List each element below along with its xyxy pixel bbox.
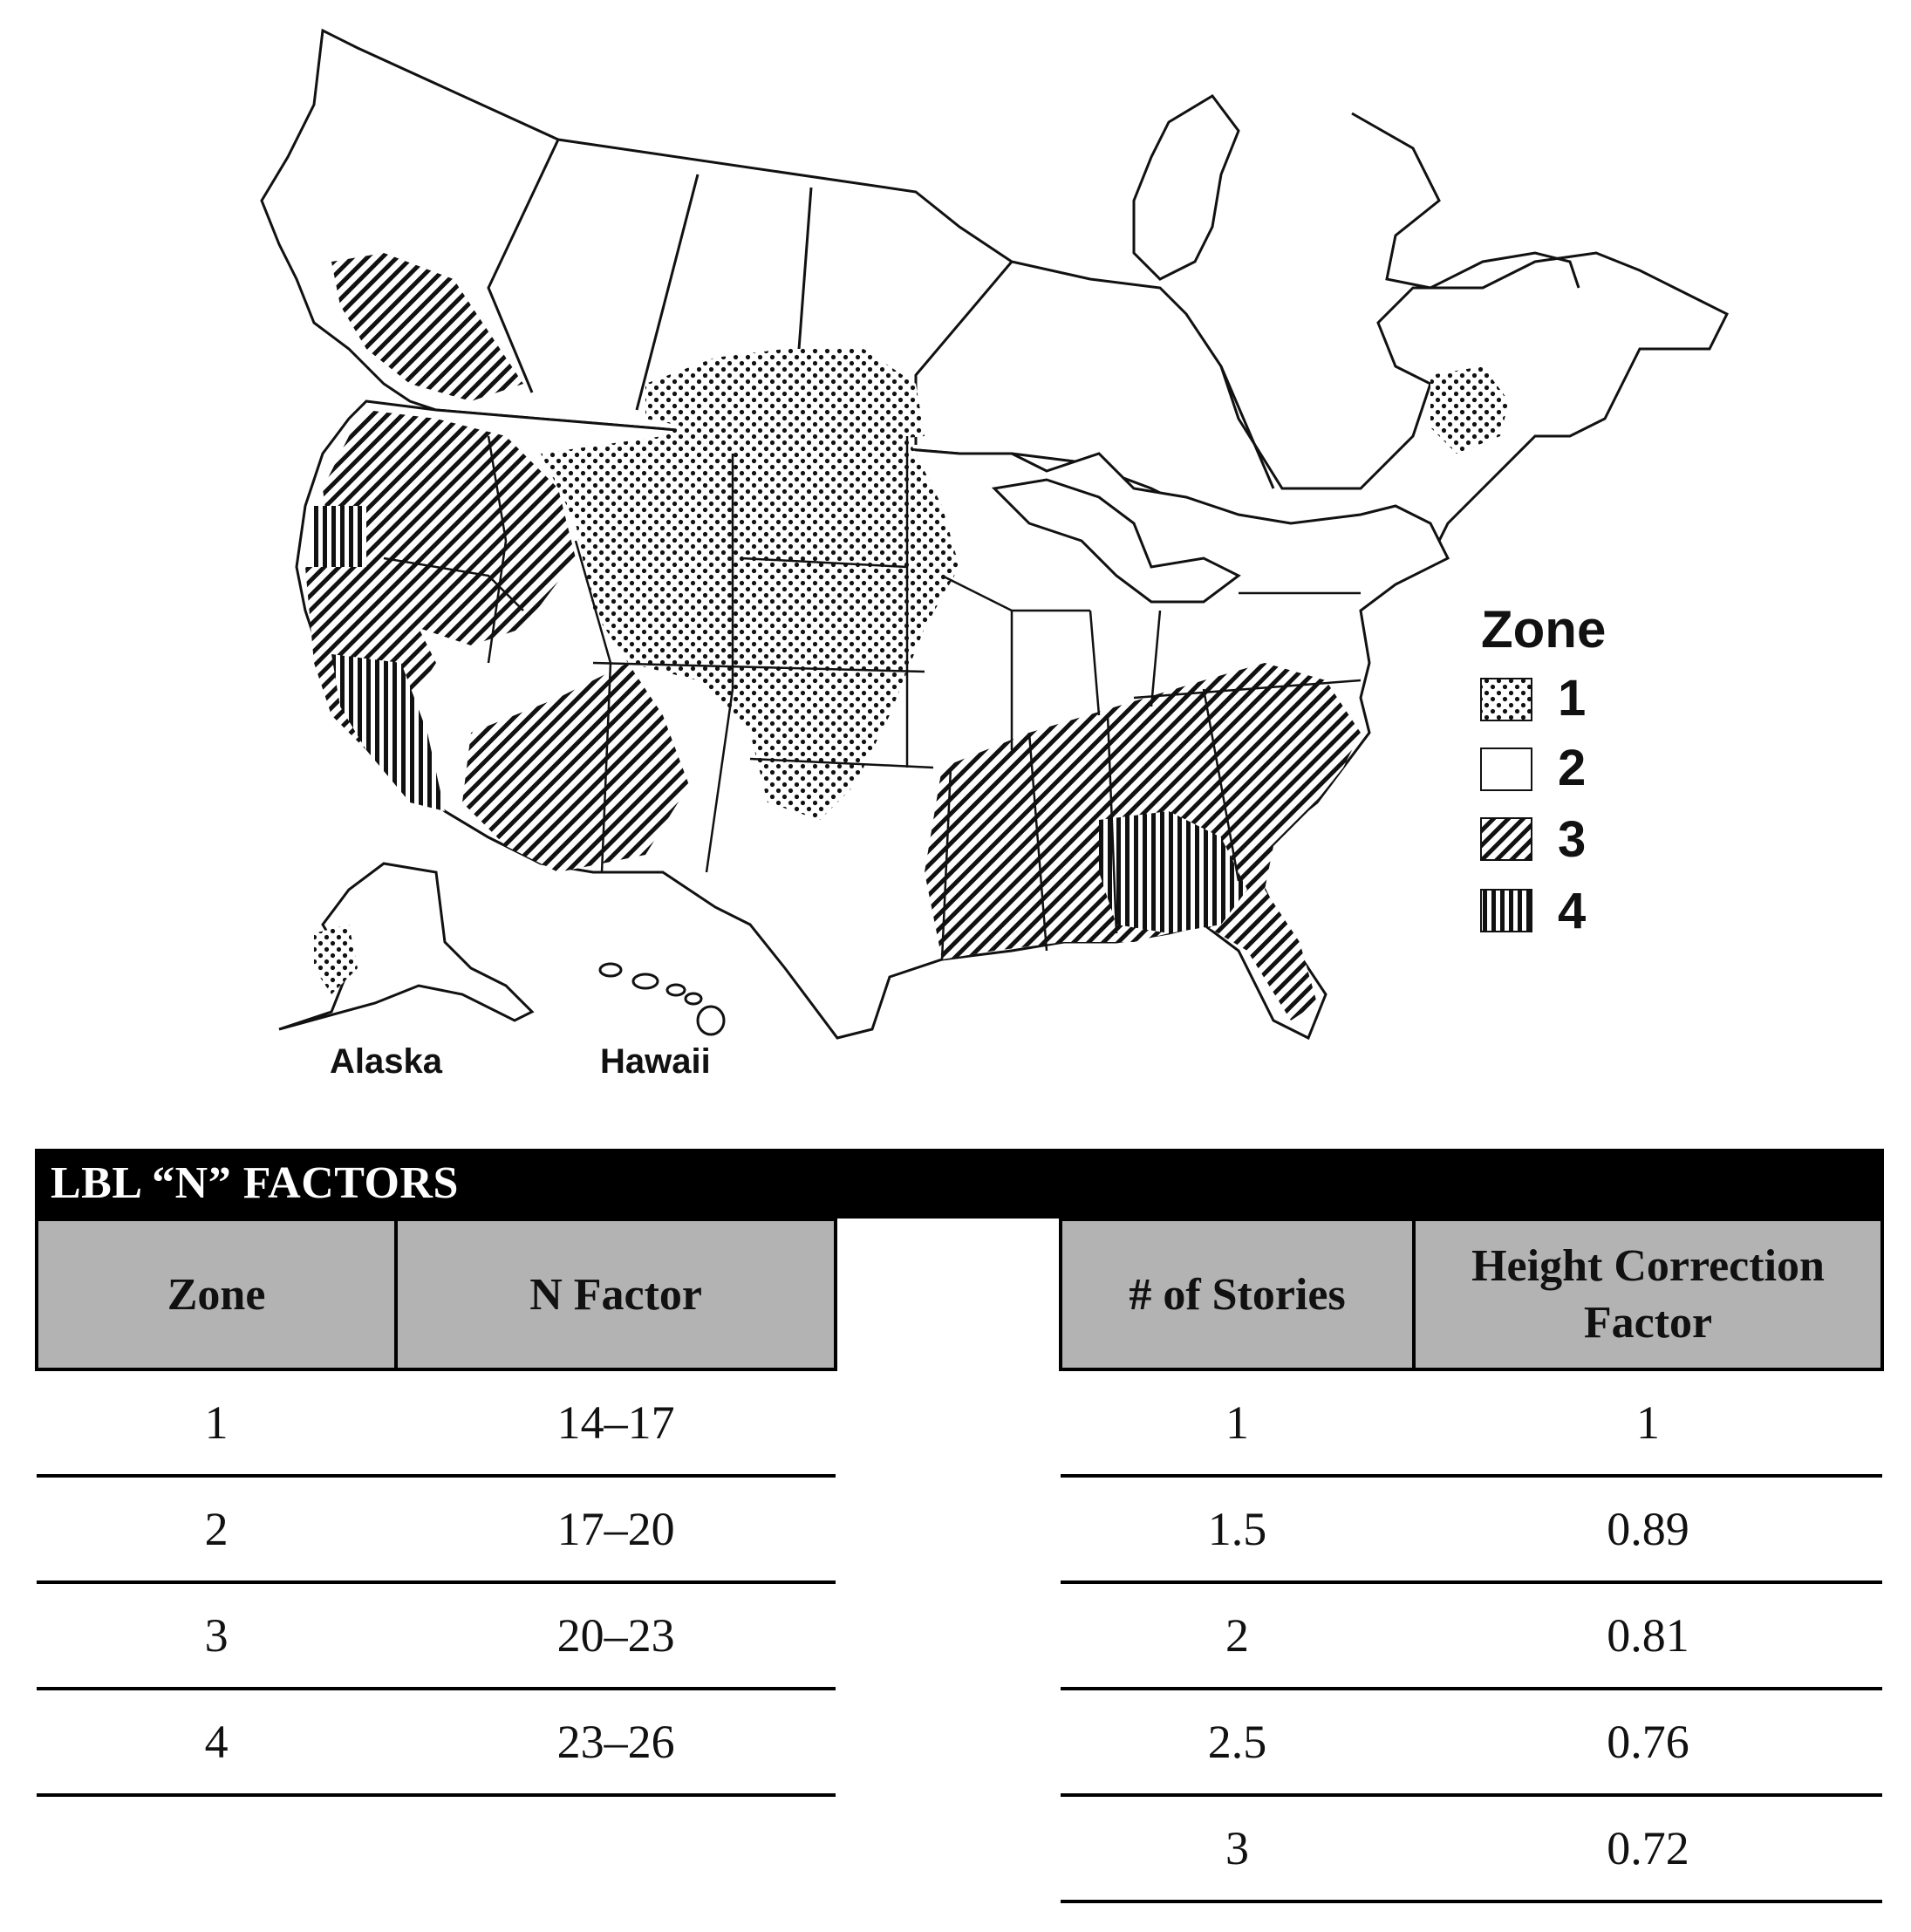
height-correction-table <box>1059 1218 1884 1903</box>
us-zone-4-oregon-coast <box>314 506 366 567</box>
table-row <box>1061 1369 1882 1476</box>
zone-n-factor-table <box>35 1218 837 1797</box>
table-row <box>37 1369 836 1476</box>
table-row <box>1061 1476 1882 1582</box>
table-row <box>37 1582 836 1689</box>
legend-label-zone-4: 4 <box>1558 883 1587 939</box>
legend-swatch-zone-2 <box>1481 748 1532 790</box>
table-row <box>37 1689 836 1795</box>
n-factor-cell: 23–26 <box>396 1689 836 1795</box>
legend-swatch-zone-1 <box>1481 679 1532 720</box>
n-factor-cell: 20–23 <box>396 1582 836 1689</box>
table-row <box>1061 1582 1882 1689</box>
table-header-row <box>1061 1219 1882 1369</box>
n-factor-cell: 14–17 <box>396 1369 836 1476</box>
hawaii-inset <box>600 964 724 1034</box>
n-factor-cell: 17–20 <box>396 1476 836 1582</box>
stories-cell: 1 <box>1061 1369 1414 1476</box>
table-title: LBL “N” FACTORS <box>51 1158 459 1208</box>
stories-cell: 1.5 <box>1061 1476 1414 1582</box>
table-row <box>1061 1795 1882 1901</box>
zone-cell: 1 <box>37 1369 396 1476</box>
alaska-label: Alaska <box>330 1042 442 1081</box>
table-header-row <box>37 1219 836 1369</box>
correction-factor-cell: 0.81 <box>1414 1582 1882 1689</box>
correction-factor-cell: 0.76 <box>1414 1689 1882 1795</box>
hudson-bay-coast <box>1134 96 1239 279</box>
map-legend <box>1481 600 1606 939</box>
column-header-stories: # of Stories <box>1061 1219 1414 1369</box>
legend-label-zone-3: 3 <box>1558 811 1587 868</box>
legend-title: Zone <box>1481 600 1607 659</box>
legend-label-zone-1: 1 <box>1558 670 1587 727</box>
stories-cell: 2.5 <box>1061 1689 1414 1795</box>
table-row <box>37 1476 836 1582</box>
zone-cell: 4 <box>37 1689 396 1795</box>
stories-cell: 3 <box>1061 1795 1414 1901</box>
table-row <box>1061 1689 1882 1795</box>
stories-cell: 2 <box>1061 1582 1414 1689</box>
correction-factor-cell: 1 <box>1414 1369 1882 1476</box>
legend-swatch-zone-4 <box>1481 890 1532 932</box>
legend-label-zone-2: 2 <box>1558 740 1587 796</box>
correction-factor-cell: 0.72 <box>1414 1795 1882 1901</box>
correction-factor-cell: 0.89 <box>1414 1476 1882 1582</box>
column-header-zone: Zone <box>37 1219 396 1369</box>
zone-cell: 3 <box>37 1582 396 1689</box>
column-header-height-correction: Height Correction Factor <box>1414 1219 1882 1369</box>
zone-cell: 2 <box>37 1476 396 1582</box>
table-title-bar <box>35 1149 1884 1219</box>
legend-swatch-zone-3 <box>1481 818 1532 860</box>
hawaii-label: Hawaii <box>600 1042 711 1081</box>
column-header-n-factor: N Factor <box>396 1219 836 1369</box>
